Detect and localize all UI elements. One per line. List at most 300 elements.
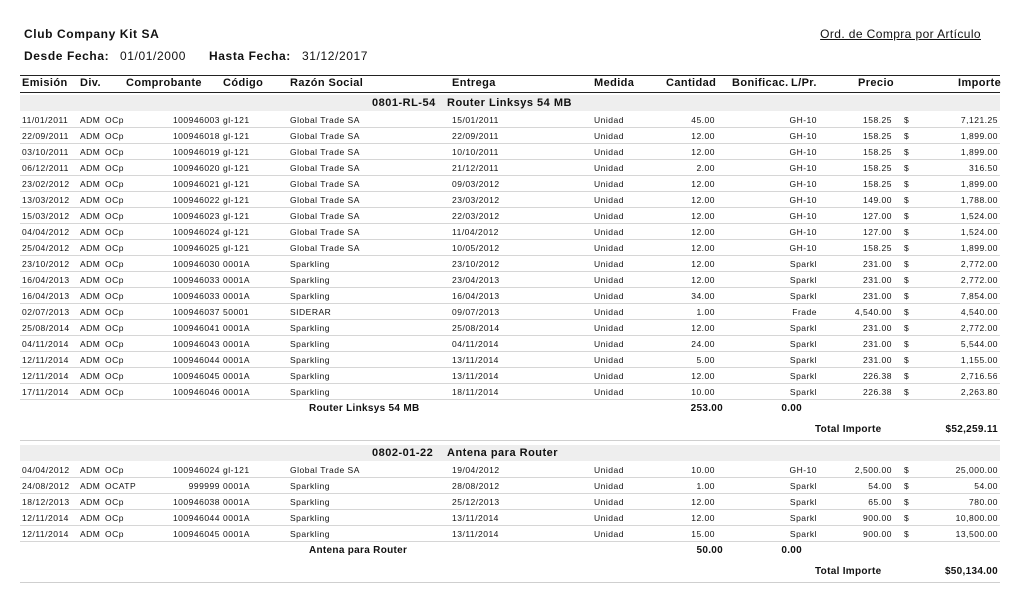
cell-lpr: GH-10 [789, 131, 817, 141]
cell-currency: $ [904, 147, 910, 157]
cell-div: ADM [80, 355, 101, 365]
cell-medida: Unidad [594, 195, 624, 205]
cell-tipo: OCp [105, 243, 124, 253]
cell-currency: $ [904, 387, 910, 397]
table-row[interactable] [20, 128, 1000, 144]
section-divider [20, 582, 1000, 583]
cell-importe: 4,540.00 [960, 307, 998, 317]
cell-precio: 158.25 [863, 115, 892, 125]
cell-razon-social: Sparkling [290, 259, 330, 269]
cell-importe: 7,854.00 [960, 291, 998, 301]
cell-tipo: OCp [105, 387, 124, 397]
cell-currency: $ [904, 529, 910, 539]
cell-emision: 04/04/2012 [22, 465, 70, 475]
table-row[interactable] [20, 176, 1000, 192]
cell-tipo: OCp [105, 179, 124, 189]
cell-currency: $ [904, 371, 910, 381]
cell-cantidad: 1.00 [696, 307, 715, 317]
cell-entrega: 13/11/2014 [452, 371, 499, 381]
cell-tipo: OCp [105, 323, 124, 333]
cell-razon-social: Global Trade SA [290, 243, 360, 253]
cell-precio: 158.25 [863, 163, 892, 173]
cell-razon-social: Sparkling [290, 497, 330, 507]
cell-razon-social: Sparkling [290, 355, 330, 365]
cell-codigo: 0001A [223, 291, 251, 301]
cell-codigo: 0001A [223, 323, 251, 333]
cell-codigo: gl-121 [223, 147, 250, 157]
total-importe-row [20, 564, 1000, 580]
cell-cantidad: 12.00 [691, 513, 715, 523]
cell-emision: 25/04/2012 [22, 243, 70, 253]
cell-lpr: GH-10 [789, 147, 817, 157]
cell-currency: $ [904, 355, 910, 365]
cell-lpr: Sparkl [789, 275, 817, 285]
cell-currency: $ [904, 481, 910, 491]
cell-precio: 65.00 [868, 497, 892, 507]
col-div: Div. [80, 77, 101, 89]
cell-tipo: OCp [105, 115, 124, 125]
col-precio: Precio [858, 77, 895, 89]
col-razon-social: Razón Social [290, 77, 364, 89]
cell-codigo: 0001A [223, 481, 251, 491]
subtotal-quantity: 253.00 [690, 403, 723, 414]
cell-precio: 149.00 [863, 195, 892, 205]
cell-importe: 780.00 [969, 497, 998, 507]
cell-medida: Unidad [594, 147, 624, 157]
cell-currency: $ [904, 195, 910, 205]
cell-medida: Unidad [594, 227, 624, 237]
cell-entrega: 13/11/2014 [452, 513, 499, 523]
cell-comprobante: 100946023 [172, 211, 220, 221]
table-row[interactable] [20, 112, 1000, 128]
cell-comprobante: 100946019 [172, 147, 220, 157]
cell-codigo: gl-121 [223, 131, 250, 141]
cell-razon-social: Global Trade SA [290, 195, 360, 205]
cell-cantidad: 12.00 [691, 323, 715, 333]
cell-lpr: GH-10 [789, 211, 817, 221]
total-importe-label: Total Importe [815, 424, 882, 435]
cell-razon-social: Sparkling [290, 291, 330, 301]
cell-emision: 23/02/2012 [22, 179, 70, 189]
cell-precio: 226.38 [863, 387, 892, 397]
cell-comprobante: 100946020 [172, 163, 220, 173]
cell-precio: 4,540.00 [854, 307, 892, 317]
cell-medida: Unidad [594, 513, 624, 523]
cell-currency: $ [904, 243, 910, 253]
cell-entrega: 23/04/2013 [452, 275, 500, 285]
cell-codigo: gl-121 [223, 115, 250, 125]
cell-medida: Unidad [594, 371, 624, 381]
cell-div: ADM [80, 243, 101, 253]
cell-comprobante: 100946022 [172, 195, 220, 205]
table-row[interactable] [20, 192, 1000, 208]
cell-importe: 2,772.00 [960, 275, 998, 285]
cell-emision: 17/11/2014 [22, 387, 69, 397]
cell-entrega: 10/10/2011 [452, 147, 499, 157]
cell-razon-social: Sparkling [290, 323, 330, 333]
table-row[interactable] [20, 336, 1000, 352]
cell-precio: 127.00 [863, 227, 892, 237]
table-row[interactable] [20, 462, 1000, 478]
cell-medida: Unidad [594, 387, 624, 397]
cell-comprobante: 100946044 [172, 355, 220, 365]
cell-lpr: GH-10 [789, 163, 817, 173]
table-row[interactable] [20, 384, 1000, 400]
cell-comprobante: 100946033 [172, 291, 220, 301]
col-codigo: Código [223, 77, 264, 89]
cell-comprobante: 100946024 [172, 227, 220, 237]
cell-tipo: OCp [105, 275, 124, 285]
cell-medida: Unidad [594, 339, 624, 349]
section-title [20, 95, 1000, 111]
section-name: Antena para Router [447, 447, 559, 459]
cell-lpr: GH-10 [789, 227, 817, 237]
cell-tipo: OCp [105, 131, 124, 141]
table-row[interactable] [20, 352, 1000, 368]
cell-entrega: 10/05/2012 [452, 243, 500, 253]
cell-tipo: OCp [105, 339, 124, 349]
cell-div: ADM [80, 497, 101, 507]
cell-currency: $ [904, 131, 910, 141]
cell-importe: 2,772.00 [960, 323, 998, 333]
desde-value: 01/01/2000 [120, 49, 187, 63]
col-lpr: L/Pr. [791, 77, 817, 89]
cell-emision: 12/11/2014 [22, 371, 69, 381]
cell-razon-social: Global Trade SA [290, 163, 360, 173]
cell-codigo: gl-121 [223, 465, 250, 475]
cell-emision: 03/10/2011 [22, 147, 69, 157]
cell-comprobante: 999999 [188, 481, 220, 491]
cell-currency: $ [904, 307, 910, 317]
col-importe: Importe [958, 77, 1002, 89]
cell-lpr: Sparkl [789, 259, 817, 269]
cell-lpr: GH-10 [789, 179, 817, 189]
cell-codigo: gl-121 [223, 195, 250, 205]
cell-comprobante: 100946033 [172, 275, 220, 285]
cell-razon-social: Sparkling [290, 387, 330, 397]
cell-cantidad: 12.00 [691, 179, 715, 189]
cell-cantidad: 5.00 [696, 355, 715, 365]
cell-entrega: 19/04/2012 [452, 465, 500, 475]
cell-div: ADM [80, 179, 101, 189]
cell-currency: $ [904, 259, 910, 269]
cell-medida: Unidad [594, 259, 624, 269]
table-row[interactable] [20, 494, 1000, 510]
total-importe-value: $52,259.11 [945, 424, 998, 435]
cell-currency: $ [904, 227, 910, 237]
cell-cantidad: 24.00 [691, 339, 715, 349]
cell-currency: $ [904, 163, 910, 173]
company-name: Club Company Kit SA [24, 27, 160, 41]
cell-codigo: 0001A [223, 529, 251, 539]
cell-entrega: 09/07/2013 [452, 307, 500, 317]
table-row[interactable] [20, 160, 1000, 176]
cell-div: ADM [80, 195, 101, 205]
cell-div: ADM [80, 227, 101, 237]
cell-importe: 1,524.00 [960, 227, 998, 237]
cell-precio: 231.00 [863, 291, 892, 301]
cell-emision: 13/03/2012 [22, 195, 70, 205]
cell-emision: 22/09/2011 [22, 131, 69, 141]
table-row[interactable] [20, 478, 1000, 494]
total-importe-value: $50,134.00 [944, 566, 998, 577]
cell-div: ADM [80, 481, 101, 491]
cell-emision: 16/04/2013 [22, 275, 70, 285]
cell-lpr: Sparkl [789, 323, 817, 333]
cell-precio: 158.25 [863, 179, 892, 189]
cell-currency: $ [904, 291, 910, 301]
cell-lpr: Sparkl [789, 355, 817, 365]
cell-emision: 18/12/2013 [22, 497, 70, 507]
cell-lpr: Sparkl [789, 481, 817, 491]
subtotal-quantity: 50.00 [696, 545, 723, 556]
cell-precio: 158.25 [863, 131, 892, 141]
report-title[interactable]: Ord. de Compra por Artículo [820, 27, 981, 41]
table-row[interactable] [20, 288, 1000, 304]
cell-emision: 06/12/2011 [22, 163, 69, 173]
cell-precio: 226.38 [863, 371, 892, 381]
cell-div: ADM [80, 115, 101, 125]
cell-entrega: 25/08/2014 [452, 323, 500, 333]
col-emision: Emisión [22, 77, 68, 89]
cell-comprobante: 100946043 [172, 339, 220, 349]
cell-codigo: 0001A [223, 275, 251, 285]
col-medida: Medida [594, 77, 635, 89]
cell-emision: 23/10/2012 [22, 259, 70, 269]
cell-lpr: GH-10 [789, 195, 817, 205]
cell-tipo: OCp [105, 355, 124, 365]
cell-emision: 12/11/2014 [22, 513, 69, 523]
cell-div: ADM [80, 259, 101, 269]
cell-razon-social: Sparkling [290, 339, 330, 349]
cell-comprobante: 100946025 [172, 243, 220, 253]
cell-div: ADM [80, 291, 101, 301]
cell-emision: 04/11/2014 [22, 339, 69, 349]
cell-entrega: 13/11/2014 [452, 529, 499, 539]
cell-precio: 54.00 [868, 481, 892, 491]
cell-medida: Unidad [594, 497, 624, 507]
cell-entrega: 21/12/2011 [452, 163, 499, 173]
cell-importe: 10,800.00 [955, 513, 998, 523]
cell-importe: 2,263.80 [960, 387, 998, 397]
table-row[interactable] [20, 320, 1000, 336]
cell-cantidad: 12.00 [691, 131, 715, 141]
cell-emision: 24/08/2012 [22, 481, 70, 491]
cell-medida: Unidad [594, 307, 624, 317]
cell-entrega: 22/03/2012 [452, 211, 500, 221]
cell-importe: 2,772.00 [960, 259, 998, 269]
cell-codigo: 0001A [223, 387, 251, 397]
cell-medida: Unidad [594, 291, 624, 301]
cell-precio: 231.00 [863, 259, 892, 269]
cell-tipo: OCp [105, 497, 124, 507]
cell-entrega: 22/09/2011 [452, 131, 499, 141]
cell-codigo: 0001A [223, 513, 251, 523]
table-row[interactable] [20, 526, 1000, 542]
cell-codigo: 0001A [223, 355, 251, 365]
cell-razon-social: Sparkling [290, 481, 330, 491]
cell-entrega: 13/11/2014 [452, 355, 499, 365]
cell-tipo: OCp [105, 371, 124, 381]
table-row[interactable] [20, 510, 1000, 526]
cell-div: ADM [80, 275, 101, 285]
cell-comprobante: 100946044 [172, 513, 220, 523]
cell-medida: Unidad [594, 355, 624, 365]
cell-div: ADM [80, 131, 101, 141]
cell-precio: 900.00 [863, 513, 892, 523]
cell-tipo: OCp [105, 211, 124, 221]
section-code: 0801-RL-54 [372, 97, 436, 109]
cell-cantidad: 12.00 [691, 195, 715, 205]
cell-importe: 25,000.00 [955, 465, 998, 475]
cell-lpr: Sparkl [789, 529, 817, 539]
cell-tipo: OCATP [105, 481, 137, 491]
cell-div: ADM [80, 529, 101, 539]
table-row[interactable] [20, 304, 1000, 320]
column-header-row [20, 75, 1000, 93]
cell-cantidad: 12.00 [691, 147, 715, 157]
cell-importe: 1,524.00 [960, 211, 998, 221]
cell-entrega: 09/03/2012 [452, 179, 500, 189]
cell-currency: $ [904, 179, 910, 189]
cell-medida: Unidad [594, 115, 624, 125]
cell-entrega: 18/11/2014 [452, 387, 499, 397]
cell-lpr: GH-10 [789, 243, 817, 253]
cell-razon-social: Global Trade SA [290, 227, 360, 237]
cell-tipo: OCp [105, 227, 124, 237]
cell-emision: 12/11/2014 [22, 529, 69, 539]
cell-tipo: OCp [105, 195, 124, 205]
cell-div: ADM [80, 307, 101, 317]
table-row[interactable] [20, 208, 1000, 224]
table-row[interactable] [20, 224, 1000, 240]
cell-codigo: gl-121 [223, 243, 250, 253]
table-row[interactable] [20, 240, 1000, 256]
table-row[interactable] [20, 144, 1000, 160]
cell-comprobante: 100946045 [172, 529, 220, 539]
cell-razon-social: Global Trade SA [290, 465, 360, 475]
subtotal-bonificacion: 0.00 [781, 545, 802, 556]
cell-importe: 13,500.00 [955, 529, 998, 539]
cell-importe: 54.00 [974, 481, 998, 491]
cell-razon-social: Global Trade SA [290, 131, 360, 141]
cell-codigo: 0001A [223, 371, 251, 381]
desde-label: Desde Fecha: [24, 49, 110, 63]
cell-div: ADM [80, 147, 101, 157]
cell-lpr: Frade [792, 307, 817, 317]
col-entrega: Entrega [452, 77, 496, 89]
cell-tipo: OCp [105, 291, 124, 301]
cell-medida: Unidad [594, 163, 624, 173]
cell-cantidad: 2.00 [696, 163, 715, 173]
cell-precio: 231.00 [863, 275, 892, 285]
cell-lpr: GH-10 [789, 465, 817, 475]
cell-razon-social: SIDERAR [290, 307, 332, 317]
cell-razon-social: Global Trade SA [290, 115, 360, 125]
subtotal-row [20, 401, 1000, 417]
cell-codigo: gl-121 [223, 211, 250, 221]
col-cantidad: Cantidad [666, 77, 717, 89]
cell-importe: 316.50 [969, 163, 998, 173]
table-row[interactable] [20, 256, 1000, 272]
cell-medida: Unidad [594, 529, 624, 539]
section-name: Router Linksys 54 MB [447, 97, 572, 109]
cell-codigo: 50001 [223, 307, 250, 317]
cell-precio: 158.25 [863, 243, 892, 253]
table-row[interactable] [20, 272, 1000, 288]
cell-importe: 7,121.25 [960, 115, 998, 125]
cell-comprobante: 100946018 [172, 131, 220, 141]
cell-currency: $ [904, 211, 910, 221]
cell-tipo: OCp [105, 513, 124, 523]
cell-razon-social: Sparkling [290, 529, 330, 539]
cell-medida: Unidad [594, 275, 624, 285]
cell-entrega: 23/10/2012 [452, 259, 500, 269]
cell-comprobante: 100946041 [172, 323, 220, 333]
cell-entrega: 04/11/2014 [452, 339, 499, 349]
cell-precio: 231.00 [863, 339, 892, 349]
cell-tipo: OCp [105, 307, 124, 317]
cell-codigo: gl-121 [223, 227, 250, 237]
cell-importe: 2,716.56 [960, 371, 998, 381]
cell-importe: 1,899.00 [960, 179, 998, 189]
section-title [20, 445, 1000, 461]
cell-div: ADM [80, 211, 101, 221]
cell-div: ADM [80, 163, 101, 173]
cell-cantidad: 45.00 [691, 115, 715, 125]
cell-cantidad: 12.00 [691, 227, 715, 237]
cell-precio: 231.00 [863, 355, 892, 365]
cell-div: ADM [80, 387, 101, 397]
section-code: 0802-01-22 [372, 447, 434, 459]
cell-tipo: OCp [105, 465, 124, 475]
cell-razon-social: Sparkling [290, 513, 330, 523]
cell-razon-social: Global Trade SA [290, 147, 360, 157]
hasta-label: Hasta Fecha: [209, 49, 291, 63]
cell-emision: 02/07/2013 [22, 307, 70, 317]
cell-precio: 158.25 [863, 147, 892, 157]
cell-comprobante: 100946030 [172, 259, 220, 269]
cell-comprobante: 100946037 [172, 307, 220, 317]
subtotal-bonificacion: 0.00 [781, 403, 802, 414]
cell-cantidad: 12.00 [691, 371, 715, 381]
cell-div: ADM [80, 323, 101, 333]
cell-importe: 1,155.00 [960, 355, 998, 365]
cell-precio: 231.00 [863, 323, 892, 333]
cell-currency: $ [904, 323, 910, 333]
cell-codigo: gl-121 [223, 179, 250, 189]
total-importe-row [20, 422, 1000, 438]
cell-lpr: Sparkl [789, 339, 817, 349]
cell-tipo: OCp [105, 529, 124, 539]
table-row[interactable] [20, 368, 1000, 384]
cell-cantidad: 1.00 [696, 481, 715, 491]
cell-cantidad: 12.00 [691, 497, 715, 507]
cell-emision: 15/03/2012 [22, 211, 70, 221]
cell-importe: 1,899.00 [960, 131, 998, 141]
cell-currency: $ [904, 115, 910, 125]
cell-emision: 11/01/2011 [22, 115, 69, 125]
cell-medida: Unidad [594, 465, 624, 475]
total-importe-label: Total Importe [815, 566, 882, 577]
cell-emision: 25/08/2014 [22, 323, 70, 333]
cell-emision: 12/11/2014 [22, 355, 69, 365]
cell-entrega: 25/12/2013 [452, 497, 500, 507]
cell-tipo: OCp [105, 147, 124, 157]
subtotal-name: Antena para Router [309, 545, 408, 556]
hasta-value: 31/12/2017 [302, 49, 369, 63]
cell-medida: Unidad [594, 323, 624, 333]
